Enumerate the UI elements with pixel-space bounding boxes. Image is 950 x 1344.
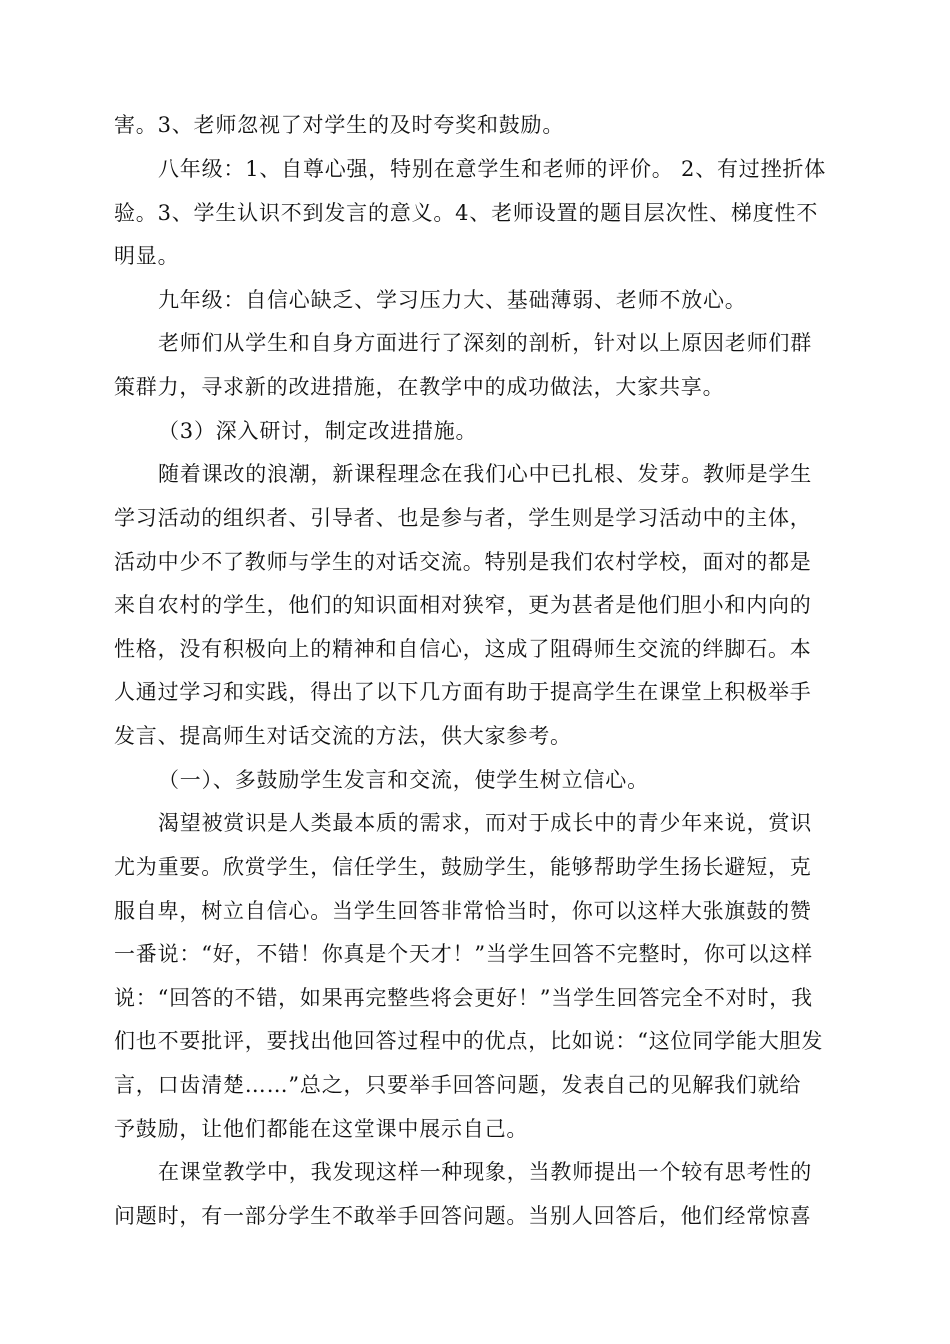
section-heading: （3）深入研讨，制定改进措施。 (158, 419, 478, 443)
text-line: 一番说：“好，不错！你真是个天才！”当学生回答不完整时，你可以这样 (114, 942, 813, 966)
text-line: 在课堂教学中，我发现这样一种现象，当教师提出一个较有思考性的 (158, 1160, 812, 1184)
text-line: 说：“回答的不错，如果再完整些将会更好！”当学生回答完全不对时，我 (114, 986, 813, 1010)
text-line: 学习活动的组织者、引导者、也是参与者，学生则是学习活动中的主体， (114, 506, 812, 530)
text-line: 言，口齿清楚……”总之，只要举手回答问题，发表自己的见解我们就给 (114, 1073, 802, 1097)
text-line: 服自卑，树立自信心。当学生回答非常恰当时，你可以这样大张旗鼓的赞 (114, 899, 812, 923)
text-line: 九年级：自信心缺乏、学习压力大、基础薄弱、老师不放心。 (158, 288, 747, 312)
text-line: 八年级：1、自尊心强，特别在意学生和老师的评价。 2、有过挫折体 (158, 157, 826, 181)
text-line: 害。3、老师忽视了对学生的及时夸奖和鼓励。 (114, 113, 565, 137)
text-line: 明显。 (114, 244, 180, 268)
text-line: 渴望被赏识是人类最本质的需求，而对于成长中的青少年来说，赏识 (158, 811, 812, 835)
text-line: 们也不要批评，要找出他回答过程中的优点，比如说：“这位同学能大胆发 (114, 1029, 824, 1053)
text-line: 发言、提高师生对话交流的方法，供大家参考。 (114, 724, 572, 748)
text-line: 予鼓励，让他们都能在这堂课中展示自己。 (114, 1117, 529, 1141)
text-line: 活动中少不了教师与学生的对话交流。特别是我们农村学校，面对的都是 (114, 550, 812, 574)
section-heading: （一）、多鼓励学生发言和交流，使学生树立信心。 (158, 768, 649, 792)
text-line: 来自农村的学生，他们的知识面相对狭窄，更为甚者是他们胆小和内向的 (114, 593, 812, 617)
text-line: 老师们从学生和自身方面进行了深刻的剖析，针对以上原因老师们群 (158, 331, 812, 355)
text-line: 验。3、学生认识不到发言的意义。4、老师设置的题目层次性、梯度性不 (114, 201, 819, 225)
text-line: 人通过学习和实践，得出了以下几方面有助于提高学生在课堂上积极举手 (114, 680, 812, 704)
text-line: 问题时，有一部分学生不敢举手回答问题。当别人回答后，他们经常惊喜 (114, 1204, 812, 1228)
text-line: 策群力，寻求新的改进措施，在教学中的成功做法，大家共享。 (114, 375, 725, 399)
text-line: 性格，没有积极向上的精神和自信心，这成了阻碍师生交流的绊脚石。本 (114, 637, 812, 661)
text-line: 尤为重要。欣赏学生，信任学生，鼓励学生，能够帮助学生扬长避短，克 (114, 855, 812, 879)
text-line: 随着课改的浪潮，新课程理念在我们心中已扎根、发芽。教师是学生 (158, 462, 812, 486)
